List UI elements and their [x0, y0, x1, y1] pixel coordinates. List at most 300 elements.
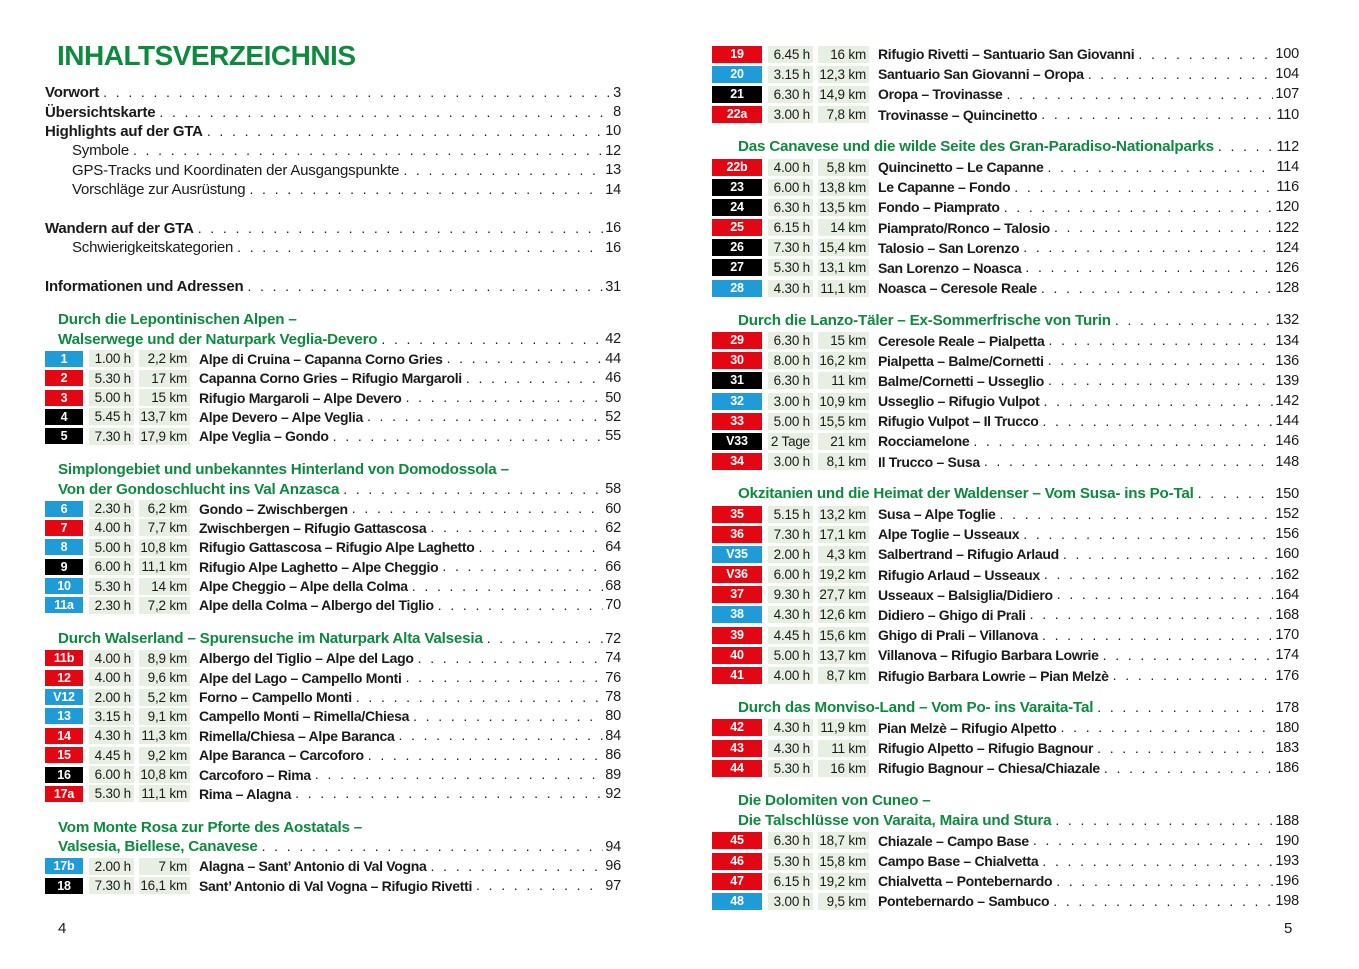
- section-heading-line: [712, 137, 1299, 157]
- stage-duration: 3.15 h: [768, 66, 813, 83]
- stage-distance: 10,8 km: [139, 766, 190, 783]
- stage-distance: 15,8 km: [818, 853, 869, 870]
- stage-duration: 5.30 h: [89, 785, 134, 802]
- page-ref: 178: [1275, 699, 1299, 716]
- stage-row: [712, 157, 1299, 177]
- page-ref: 126: [1275, 259, 1299, 276]
- stage-number-badge: 16: [45, 767, 83, 783]
- page-ref: 78: [605, 689, 621, 706]
- stage-row: [712, 504, 1299, 524]
- dot-leader: [1025, 259, 1273, 276]
- page-ref: 136: [1275, 352, 1299, 369]
- stage-row: [712, 238, 1299, 258]
- stage-route: Pian Melzè – Rifugio Alpetto: [878, 719, 1057, 736]
- page-ref: 80: [605, 708, 621, 725]
- stage-number-badge: 25: [712, 219, 762, 236]
- page-ref: 52: [605, 408, 621, 425]
- stage-duration: 4.30 h: [89, 727, 134, 744]
- stage-route: Rifugio Alpe Laghetto – Alpe Cheggio: [199, 558, 439, 575]
- stage-route: Le Capanne – Fondo: [878, 179, 1011, 196]
- stage-duration: 4.00 h: [89, 519, 134, 536]
- stage-distance: 8,9 km: [139, 650, 190, 667]
- stage-number-badge: 6: [45, 501, 83, 517]
- page-ref: 62: [605, 519, 621, 536]
- stage-row: [712, 665, 1299, 685]
- stage-number-badge: V36: [712, 566, 762, 583]
- page-ref: 190: [1275, 832, 1299, 849]
- dot-leader: [973, 433, 1273, 450]
- page-ref: 44: [605, 350, 621, 367]
- dot-leader: [442, 558, 603, 575]
- page-ref: 160: [1275, 546, 1299, 563]
- dot-leader: [1007, 86, 1274, 103]
- stage-row: [712, 278, 1299, 298]
- page-ref: 112: [1276, 138, 1299, 155]
- stage-row: [45, 518, 621, 537]
- page-ref: 170: [1275, 627, 1299, 644]
- section-heading-label: Die Talschlüsse von Varaita, Maira und Stura: [738, 812, 1052, 830]
- dot-leader: [262, 838, 604, 855]
- dot-leader: [103, 84, 611, 101]
- dot-leader: [1097, 740, 1273, 757]
- dot-leader: [1198, 485, 1274, 502]
- stage-distance: 10,8 km: [139, 539, 190, 556]
- stage-route: Usseglio – Rifugio Vulpot: [878, 393, 1040, 410]
- stage-row: [712, 105, 1299, 125]
- dot-leader: [1042, 627, 1273, 644]
- section-heading-line: [712, 310, 1299, 330]
- toc-section: [45, 310, 621, 446]
- page-ref: 110: [1276, 106, 1299, 123]
- stage-number-badge: 45: [712, 832, 762, 849]
- stage-duration: 6.15 h: [768, 873, 813, 890]
- page-ref: 132: [1275, 312, 1299, 329]
- stage-number-badge: 41: [712, 667, 762, 684]
- stage-row: [45, 499, 621, 518]
- stage-duration: 4.30 h: [768, 719, 813, 736]
- stage-distance: 13,2 km: [818, 506, 869, 523]
- dot-leader: [406, 669, 604, 686]
- stage-duration: 4.45 h: [89, 747, 134, 764]
- page-ref: 84: [605, 727, 621, 744]
- front-matter-entry: [45, 122, 621, 141]
- stage-duration: 2 Tage: [768, 433, 813, 450]
- stage-duration: 6.30 h: [768, 332, 813, 349]
- stage-route: Rifugio Vulpot – Il Trucco: [878, 413, 1039, 430]
- dot-leader: [343, 481, 603, 498]
- dot-leader: [1048, 372, 1273, 389]
- page-ref: 31: [605, 278, 621, 295]
- stage-number-badge: 19: [712, 46, 762, 63]
- page-ref: 193: [1275, 853, 1299, 870]
- stage-row: [712, 452, 1299, 472]
- dot-leader: [133, 142, 603, 159]
- stage-number-badge: 39: [712, 627, 762, 644]
- stage-duration: 6.30 h: [768, 832, 813, 849]
- stage-route: Fondo – Piamprato: [878, 199, 1000, 216]
- stage-distance: 2,2 km: [139, 350, 190, 367]
- dot-leader: [367, 408, 603, 425]
- stage-duration: 5.30 h: [768, 259, 813, 276]
- stage-distance: 19,2 km: [818, 873, 869, 890]
- stage-number-badge: 33: [712, 413, 762, 430]
- stage-row: [712, 64, 1299, 84]
- stage-row: [45, 668, 621, 687]
- stage-distance: 8,1 km: [818, 453, 869, 470]
- page-ref: 13: [605, 162, 621, 179]
- dot-leader: [487, 630, 604, 647]
- stage-row: [712, 718, 1299, 738]
- section-heading-label: Walserwege und der Naturpark Veglia-Devero: [58, 330, 378, 348]
- stage-route: Campo Base – Chialvetta: [878, 853, 1039, 870]
- dot-leader: [1049, 332, 1274, 349]
- section-heading-label: Vom Monte Rosa zur Pforte des Aostatals –: [58, 818, 363, 836]
- stage-number-badge: 8: [45, 539, 83, 555]
- page-ref: 174: [1275, 647, 1299, 664]
- stage-route: Alpe Veglia – Gondo: [199, 428, 329, 445]
- stage-route: Piamprato/Ronco – Talosio: [878, 219, 1050, 236]
- stage-route: Carcoforo – Rima: [199, 766, 311, 783]
- stage-distance: 9,6 km: [139, 669, 190, 686]
- stage-row: [712, 625, 1299, 645]
- stage-number-badge: 11b: [45, 650, 83, 666]
- stage-number-badge: 2: [45, 370, 83, 386]
- dot-leader: [1048, 352, 1274, 369]
- page-ref: 152: [1275, 506, 1299, 523]
- dot-leader: [368, 747, 604, 764]
- stage-route: Rifugio Rivetti – Santuario San Giovanni: [878, 46, 1135, 63]
- stage-row: [45, 856, 621, 875]
- toc-section: [712, 137, 1299, 299]
- stage-route: Alpe Cheggio – Alpe della Colma: [199, 578, 408, 595]
- dot-leader: [1014, 179, 1274, 196]
- page-ref: 86: [605, 747, 621, 764]
- stage-duration: 6.15 h: [768, 219, 813, 236]
- section-heading-line: [45, 310, 621, 329]
- page-ref: 92: [605, 785, 621, 802]
- stage-route: Noasca – Ceresole Reale: [878, 280, 1037, 297]
- stage-duration: 6.30 h: [768, 372, 813, 389]
- stage-duration: 4.00 h: [89, 650, 134, 667]
- page-title: INHALTSVERZEICHNIS: [57, 40, 356, 71]
- dot-leader: [352, 500, 603, 517]
- stage-distance: 7,8 km: [818, 106, 869, 123]
- dot-leader: [381, 331, 603, 348]
- stage-route: Salbertrand – Rifugio Arlaud: [878, 546, 1059, 563]
- stage-number-badge: 29: [712, 332, 762, 349]
- stage-row: [45, 765, 621, 784]
- stage-route: Ghigo di Prali – Villanova: [878, 627, 1038, 644]
- section-heading-label: Durch Walserland – Spurensuche im Naturpark Alta Valsesia: [58, 630, 483, 648]
- dot-leader: [237, 239, 603, 256]
- stage-distance: 13,5 km: [818, 199, 869, 216]
- dot-leader: [430, 519, 603, 536]
- dot-leader: [1113, 667, 1274, 684]
- stage-route: Rifugio Arlaud – Usseaux: [878, 566, 1040, 583]
- stage-route: Alpe Devero – Alpe Veglia: [199, 408, 363, 425]
- dot-leader: [1138, 46, 1273, 63]
- stage-distance: 18,7 km: [818, 832, 869, 849]
- page-ref: 16: [605, 220, 621, 237]
- section-heading-line: [45, 460, 621, 479]
- stage-route: Pialpetta – Balme/Cornetti: [878, 352, 1044, 369]
- toc-section: [712, 44, 1299, 125]
- dot-leader: [403, 162, 603, 179]
- stage-number-badge: 30: [712, 352, 762, 369]
- dot-leader: [198, 220, 604, 237]
- stage-distance: 7,7 km: [139, 519, 190, 536]
- stage-row: [712, 871, 1299, 891]
- stage-number-badge: 5: [45, 428, 83, 444]
- page-ref: 68: [605, 578, 621, 595]
- stage-number-badge: 31: [712, 372, 762, 389]
- page-ref: 116: [1276, 179, 1299, 196]
- front-matter-label: Symbole: [72, 142, 129, 160]
- stage-duration: 6.30 h: [768, 199, 813, 216]
- stage-distance: 17,9 km: [139, 428, 190, 445]
- stage-duration: 3.00 h: [768, 453, 813, 470]
- stage-duration: 3.00 h: [768, 106, 813, 123]
- stage-distance: 15,5 km: [818, 413, 869, 430]
- page-ref: 124: [1275, 239, 1299, 256]
- stage-number-badge: 26: [712, 239, 762, 256]
- page-ref: 96: [605, 858, 621, 875]
- page-ref: 42: [605, 331, 621, 348]
- page-ref: 104: [1275, 66, 1299, 83]
- stage-distance: 11,1 km: [818, 280, 869, 297]
- page-ref: 198: [1275, 893, 1299, 910]
- section-heading-line: [45, 629, 621, 648]
- page-ref: 150: [1275, 485, 1299, 502]
- dot-leader: [249, 181, 603, 198]
- stage-distance: 21 km: [818, 433, 869, 450]
- stage-number-badge: 40: [712, 647, 762, 664]
- stage-number-badge: 38: [712, 606, 762, 623]
- stage-row: [45, 557, 621, 576]
- section-heading-label: Valsesia, Biellese, Canavese: [58, 838, 258, 856]
- stage-row: [712, 84, 1299, 104]
- stage-distance: 9,1 km: [139, 708, 190, 725]
- stage-route: Alpe Baranca – Carcoforo: [199, 747, 364, 764]
- stage-distance: 16,2 km: [818, 352, 869, 369]
- stage-number-badge: 14: [45, 728, 83, 744]
- stage-route: Pontebernardo – Sambuco: [878, 893, 1050, 910]
- stage-duration: 5.00 h: [89, 539, 134, 556]
- stage-distance: 13,1 km: [818, 259, 869, 276]
- section-heading-line: [45, 330, 621, 349]
- dot-leader: [412, 578, 603, 595]
- stage-distance: 5,8 km: [818, 159, 869, 176]
- toc-section: [45, 629, 621, 804]
- stage-distance: 11 km: [818, 372, 869, 389]
- page-ref: 162: [1275, 566, 1299, 583]
- stage-route: San Lorenzo – Noasca: [878, 259, 1022, 276]
- dot-leader: [406, 389, 604, 406]
- stage-distance: 15 km: [139, 389, 190, 406]
- stage-duration: 6.00 h: [89, 558, 134, 575]
- stage-distance: 5,2 km: [139, 689, 190, 706]
- stage-number-badge: 34: [712, 453, 762, 470]
- stage-row: [712, 371, 1299, 391]
- stage-duration: 7.30 h: [89, 877, 134, 894]
- dot-leader: [1048, 159, 1275, 176]
- stage-route: Alpe Toglie – Usseaux: [878, 526, 1020, 543]
- stage-row: [712, 645, 1299, 665]
- stage-duration: 4.00 h: [768, 667, 813, 684]
- dot-leader: [478, 539, 603, 556]
- stage-number-badge: 13: [45, 708, 83, 724]
- stage-route: Santuario San Giovanni – Oropa: [878, 66, 1084, 83]
- page-ref: 14: [605, 181, 621, 198]
- stage-number-badge: 1: [45, 351, 83, 367]
- page-ref: 16: [605, 239, 621, 256]
- stage-number-badge: V12: [45, 689, 83, 705]
- stage-duration: 5.30 h: [768, 760, 813, 777]
- dot-leader: [1218, 138, 1275, 155]
- page-ref: 183: [1275, 740, 1299, 757]
- stage-route: Albergo del Tiglio – Alpe del Lago: [199, 650, 414, 667]
- page-ref: 66: [605, 558, 621, 575]
- stage-number-badge: 10: [45, 578, 83, 594]
- stage-number-badge: V33: [712, 433, 762, 450]
- dot-leader: [356, 689, 603, 706]
- toc-section: [712, 790, 1299, 911]
- stage-row: [712, 585, 1299, 605]
- dot-leader: [466, 370, 603, 387]
- stage-distance: 16 km: [818, 46, 869, 63]
- front-matter-label: Informationen und Adressen: [45, 278, 244, 296]
- stage-route: Oropa – Trovinasse: [878, 86, 1003, 103]
- front-matter-entry: [45, 102, 621, 121]
- section-heading-label: Durch die Lepontinischen Alpen –: [58, 311, 297, 329]
- stage-duration: 5.15 h: [768, 506, 813, 523]
- stage-row: [45, 687, 621, 706]
- page-ref: 74: [605, 650, 621, 667]
- right-page-number: 5: [1284, 920, 1293, 937]
- dot-leader: [398, 727, 603, 744]
- section-heading-label: Von der Gondoschlucht ins Val Anzasca: [58, 480, 340, 498]
- stage-duration: 6.00 h: [768, 566, 813, 583]
- stage-distance: 14 km: [139, 578, 190, 595]
- section-heading-line: [45, 837, 621, 856]
- stage-number-badge: 35: [712, 506, 762, 523]
- stage-distance: 11,1 km: [139, 558, 190, 575]
- dot-leader: [1061, 719, 1274, 736]
- stage-distance: 17 km: [139, 370, 190, 387]
- stage-route: Gondo – Zwischbergen: [199, 500, 348, 517]
- dot-leader: [1033, 832, 1274, 849]
- stage-number-badge: 46: [712, 853, 762, 870]
- page-ref: 122: [1275, 219, 1299, 236]
- stage-row: [45, 784, 621, 803]
- stage-row: [45, 707, 621, 726]
- page-ref: 72: [605, 630, 621, 647]
- stage-route: Capanna Corno Gries – Rifugio Margaroli: [199, 370, 462, 387]
- section-heading-line: [712, 811, 1299, 831]
- stage-number-badge: 7: [45, 520, 83, 536]
- dot-leader: [438, 597, 604, 614]
- stage-duration: 4.00 h: [768, 159, 813, 176]
- stage-number-badge: 32: [712, 393, 762, 410]
- stage-distance: 15,6 km: [818, 627, 869, 644]
- page-ref: 146: [1275, 433, 1299, 450]
- stage-row: [712, 218, 1299, 238]
- page-ref: 8: [613, 104, 621, 121]
- section-heading-label: Das Canavese und die wilde Seite des Gran-Paradiso-Nationalparks: [738, 138, 1214, 156]
- stage-row: [712, 411, 1299, 431]
- stage-distance: 16,1 km: [139, 877, 190, 894]
- section-heading-label: Simplongebiet und unbekanntes Hinterland von Domodossola –: [58, 461, 509, 479]
- stage-distance: 13,7 km: [818, 647, 869, 664]
- stage-duration: 2.00 h: [89, 689, 134, 706]
- page-ref: 196: [1275, 873, 1299, 890]
- dot-leader: [984, 453, 1274, 470]
- dot-leader: [1063, 546, 1274, 563]
- dot-leader: [1054, 219, 1273, 236]
- stage-distance: 11,3 km: [139, 727, 190, 744]
- stage-number-badge: 17a: [45, 786, 83, 802]
- section-heading-line: [712, 484, 1299, 504]
- stage-duration: 5.30 h: [768, 853, 813, 870]
- stage-duration: 7.30 h: [768, 526, 813, 543]
- section-heading-line: [45, 479, 621, 498]
- stage-row: [45, 876, 621, 895]
- stage-distance: 4,3 km: [818, 546, 869, 563]
- stage-number-badge: 23: [712, 179, 762, 196]
- stage-distance: 9,2 km: [139, 747, 190, 764]
- dot-leader: [1088, 66, 1274, 83]
- stage-row: [712, 831, 1299, 851]
- stage-duration: 3.00 h: [768, 393, 813, 410]
- page-ref: 186: [1275, 760, 1299, 777]
- stage-duration: 2.30 h: [89, 500, 134, 517]
- toc-section: [45, 818, 621, 896]
- stage-duration: 5.30 h: [89, 578, 134, 595]
- stage-number-badge: 9: [45, 559, 83, 575]
- stage-duration: 3.15 h: [89, 708, 134, 725]
- stage-route: Forno – Campello Monti: [199, 689, 352, 706]
- dot-leader: [447, 350, 604, 367]
- stage-route: Rifugio Bagnour – Chiesa/Chiazale: [878, 760, 1100, 777]
- stage-row: [45, 596, 621, 615]
- stage-route: Alpe di Cruina – Capanna Corno Gries: [199, 350, 443, 367]
- dot-leader: [1056, 873, 1273, 890]
- dot-leader: [413, 708, 603, 725]
- section-heading-line: [712, 698, 1299, 718]
- stage-number-badge: 20: [712, 66, 762, 83]
- page-ref: 10: [605, 123, 621, 140]
- stage-number-badge: 44: [712, 760, 762, 777]
- toc-section: [712, 484, 1299, 686]
- page-ref: 148: [1275, 453, 1299, 470]
- stage-row: [45, 368, 621, 387]
- dot-leader: [1004, 199, 1274, 216]
- stage-row: [45, 746, 621, 765]
- stage-distance: 11,9 km: [818, 719, 869, 736]
- section-heading-label: Die Dolomiten von Cuneo –: [738, 791, 931, 809]
- stage-duration: 3.00 h: [768, 893, 813, 910]
- stage-number-badge: 21: [712, 86, 762, 103]
- stage-row: [712, 758, 1299, 778]
- page-ref: 94: [605, 838, 621, 855]
- front-matter-entry: [45, 161, 621, 180]
- page-ref: 134: [1275, 332, 1299, 349]
- stage-route: Usseaux – Balsiglia/Didiero: [878, 586, 1053, 603]
- stage-route: Rifugio Barbara Lowrie – Pian Melzè: [878, 667, 1109, 684]
- stage-duration: 6.30 h: [768, 86, 813, 103]
- page-ref: 97: [605, 877, 621, 894]
- stage-row: [712, 431, 1299, 451]
